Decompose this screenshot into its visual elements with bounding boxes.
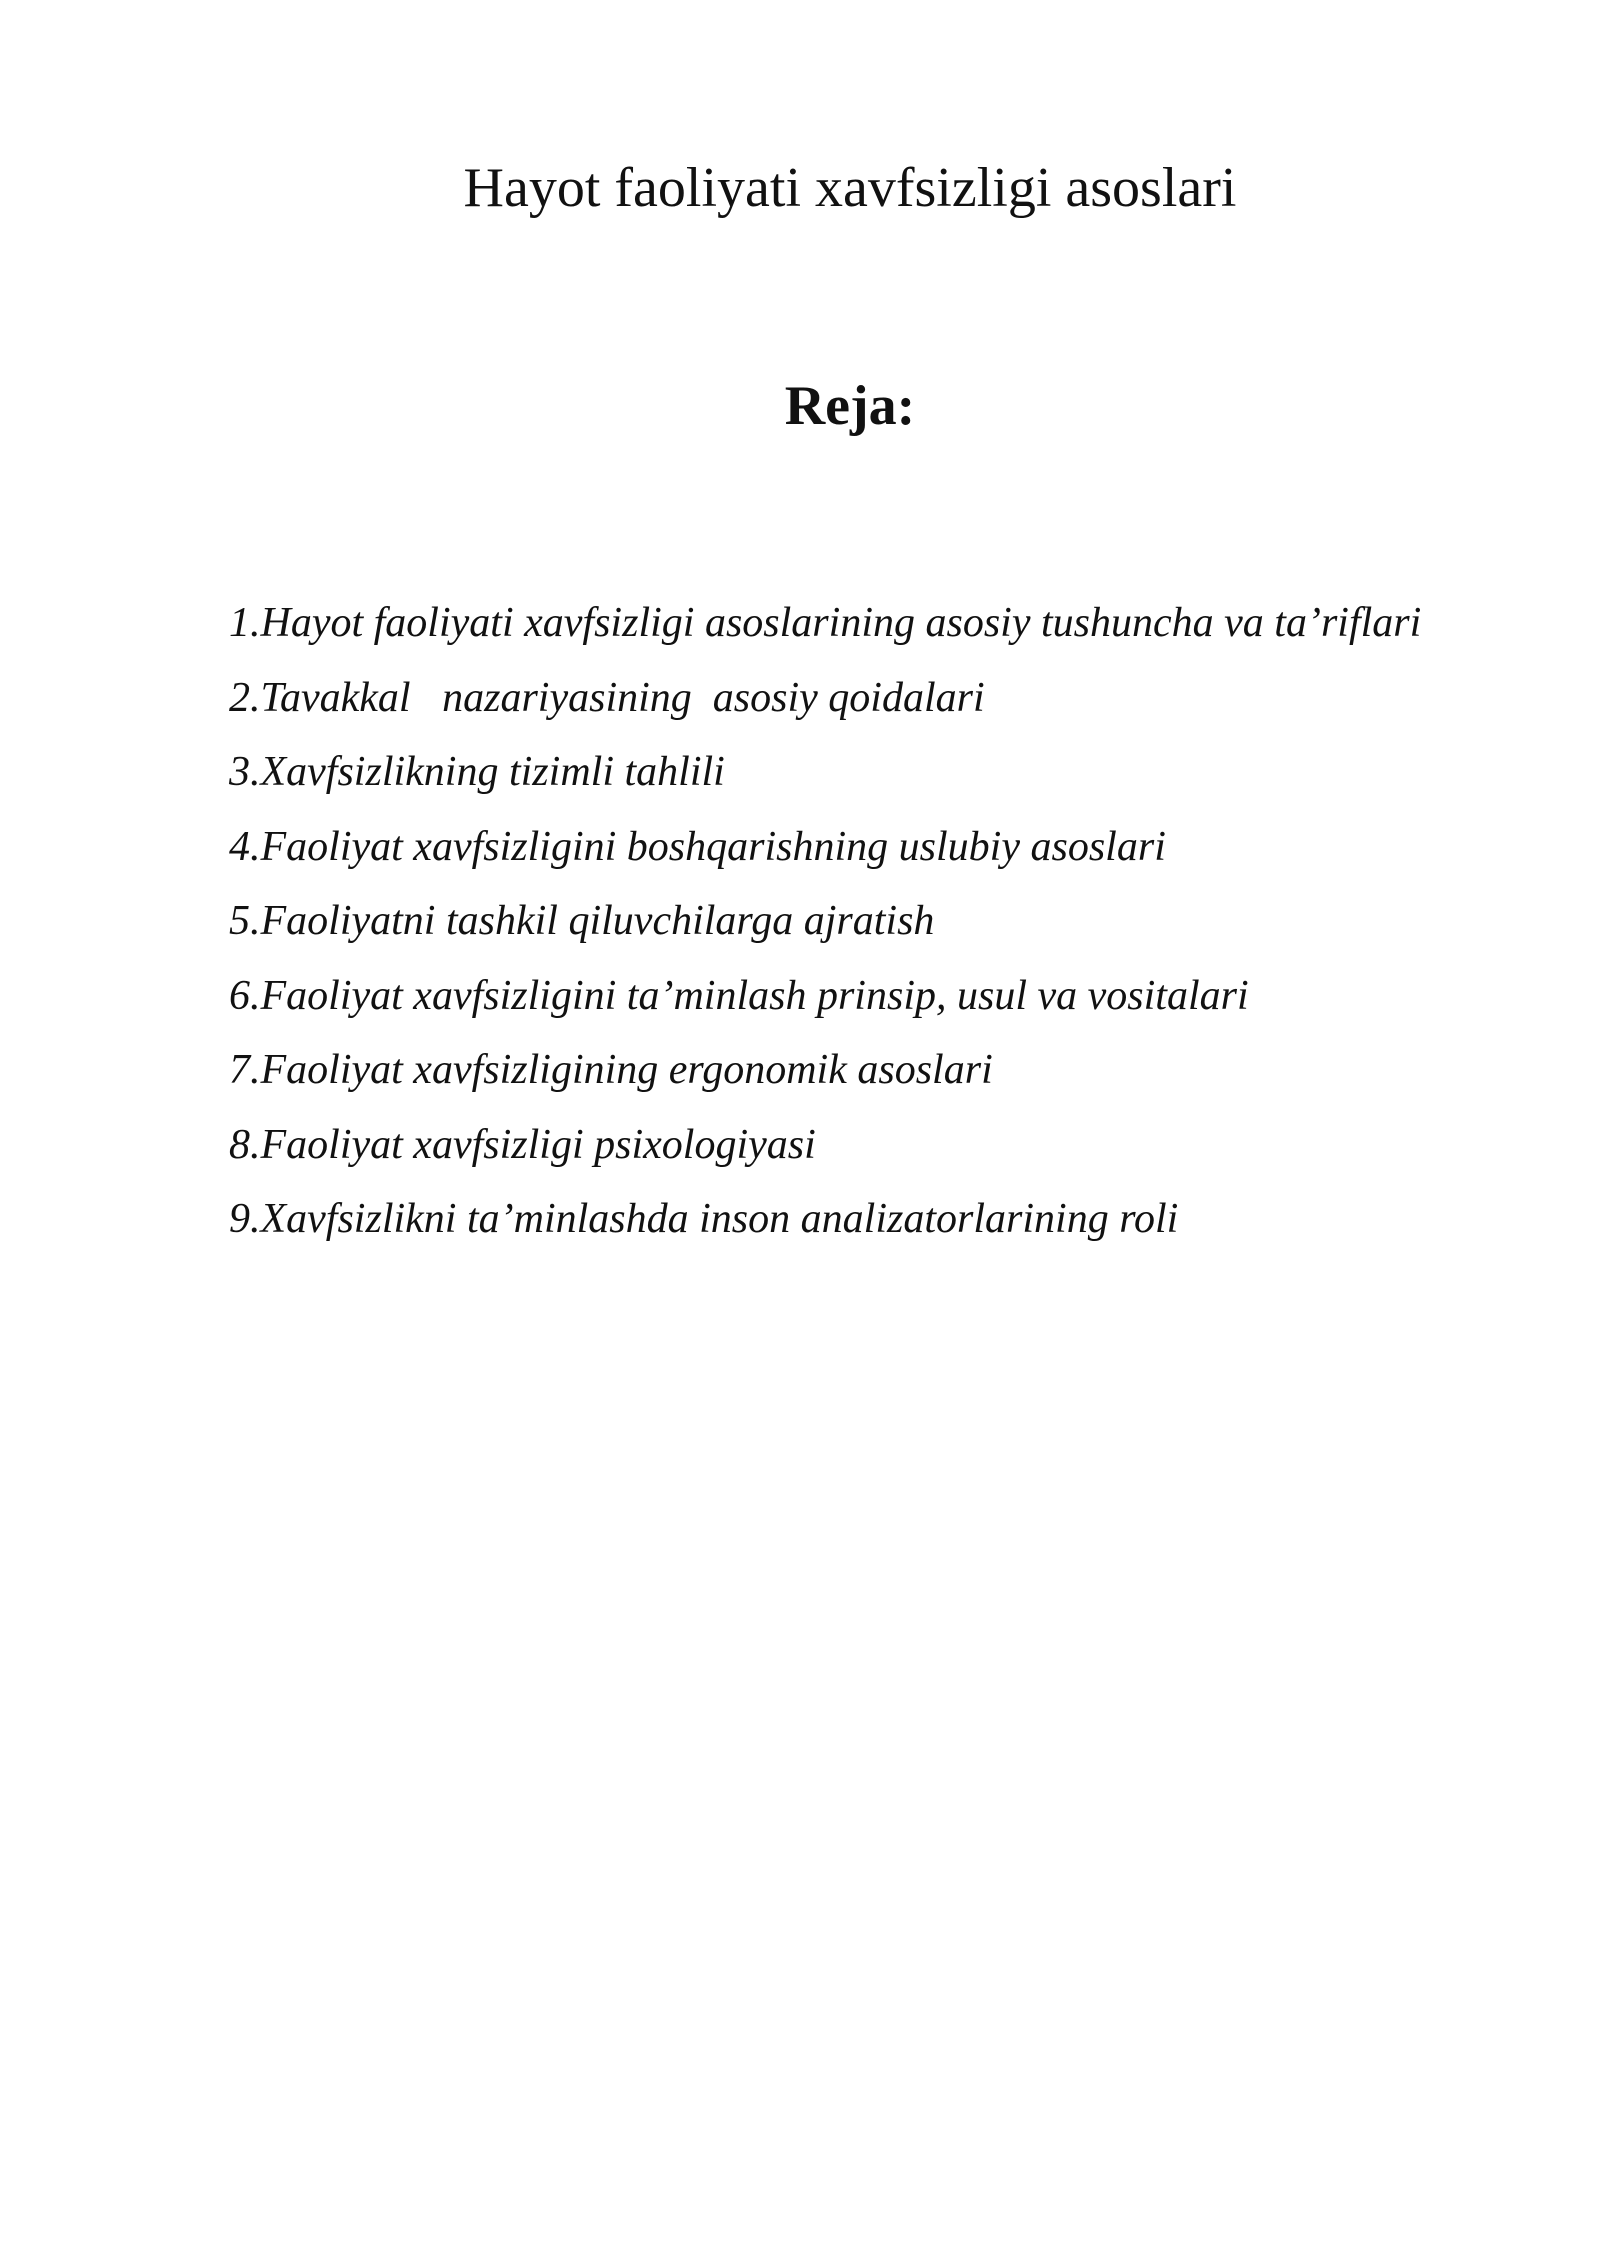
list-item: 9.Xavfsizlikni ta’minlashda inson analizatorlarining roli	[229, 1196, 1179, 1242]
plan-heading: Reja:	[784, 375, 916, 437]
list-item: 5.Faoliyatni tashkil qiluvchilarga ajratish	[229, 898, 935, 944]
plan-list	[229, 586, 1421, 1257]
list-item: 2.Tavakkal nazariyasining asosiy qoidalari	[229, 674, 985, 721]
list-item: 7.Faoliyat xavfsizligining ergonomik asoslari	[229, 1047, 993, 1093]
list-item: 6.Faoliyat xavfsizligini ta’minlash prinsip, usul va vositalari	[229, 972, 1249, 1019]
list-item: 3.Xavfsizlikning tizimli tahlili	[229, 749, 725, 795]
list-item: 8.Faoliyat xavfsizligi psixologiyasi	[229, 1121, 816, 1168]
document-title: Hayot faoliyati xavfsizligi asoslari	[463, 157, 1237, 219]
list-item: 4.Faoliyat xavfsizligini boshqarishning uslubiy asoslari	[229, 823, 1166, 870]
list-item: 1.Hayot faoliyati xavfsizligi asoslarining asosiy tushuncha va ta’riflari	[229, 600, 1422, 646]
